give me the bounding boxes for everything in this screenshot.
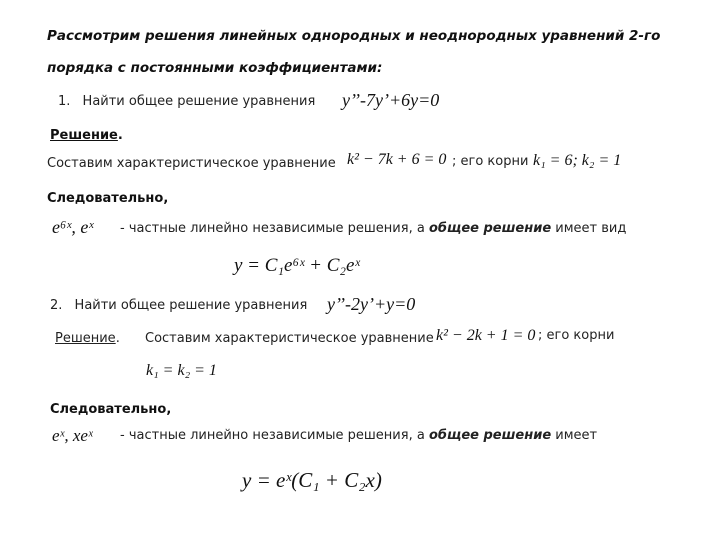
task2-roots: k₁ = k₂ = 1 <box>146 362 217 379</box>
task1-particular-solutions: e⁶ˣ, eˣ <box>52 217 94 237</box>
task1-solution-label <box>50 128 123 143</box>
task1-desc-emphasis: общее решение <box>428 221 552 236</box>
task1-solution-dot: . <box>117 128 123 143</box>
task1-solution-word: Решение <box>50 128 118 143</box>
task1-equation: y’’-7y’+6y=0 <box>342 90 440 110</box>
task1-therefore: Следовательно, <box>47 191 169 206</box>
task2-general-solution: y = eˣ(C₁ + C₂x) <box>242 468 382 492</box>
task2-solution-word: Решение <box>55 331 116 346</box>
task1-roots-text: ; его корни <box>452 154 529 169</box>
task1-heading <box>58 94 315 109</box>
task2-number: 2. <box>50 298 63 313</box>
task1-desc-suffix: имеет вид <box>551 221 627 236</box>
task1-char-text: Составим характеристическое уравнение <box>47 156 336 171</box>
task1-number: 1. <box>58 94 71 109</box>
task1-description <box>120 221 626 236</box>
task2-solution-line <box>55 331 120 346</box>
task2-desc-emphasis: общее решение <box>428 428 552 443</box>
task2-equation: y’’-2y’+y=0 <box>327 294 416 314</box>
task1-desc-prefix: - частные линейно независимые решения, а <box>120 221 429 236</box>
task2-text: Найти общее решение уравнения <box>74 298 308 313</box>
intro-line-1: Рассмотрим решения линейных однородных и неоднородных уравнений 2-го <box>47 28 661 44</box>
task2-solution-dot: . <box>115 331 120 346</box>
task2-roots-text: ; его корни <box>538 328 615 343</box>
task1-general-solution: y = C₁e⁶ˣ + C₂eˣ <box>234 255 360 276</box>
intro-line-2: порядка с постоянными коэффициентами: <box>47 60 383 76</box>
task1-text: Найти общее решение уравнения <box>82 94 316 109</box>
task1-roots: k₁ = 6; k₂ = 1 <box>533 152 622 169</box>
task2-therefore: Следовательно, <box>50 402 172 417</box>
task2-description <box>120 428 597 443</box>
task2-desc-suffix: имеет <box>551 428 598 443</box>
task1-char-equation: k² − 7k + 6 = 0 <box>347 151 447 168</box>
task2-heading <box>50 298 307 313</box>
task2-char-equation: k² − 2k + 1 = 0 <box>436 327 536 344</box>
task2-desc-prefix: - частные линейно независимые решения, а <box>120 428 429 443</box>
task2-particular-solutions: eˣ, xeˣ <box>52 426 93 445</box>
task2-char-text: Составим характеристическое уравнение <box>145 331 434 346</box>
